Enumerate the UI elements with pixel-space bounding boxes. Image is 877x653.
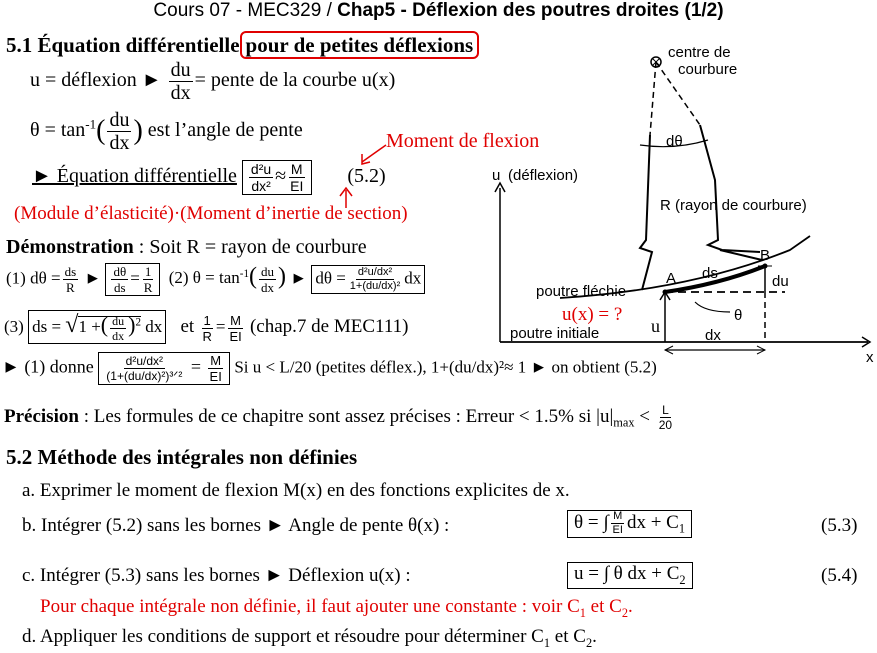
eq-5-3: (5.3): [821, 515, 858, 536]
step-c: c. Intégrer (5.3) sans les bornes ► Déflexion u(x) :: [22, 565, 411, 586]
dx-label: dx: [705, 327, 721, 344]
deflexion-axis-label: (déflexion): [508, 167, 579, 184]
theta-integral-box: θ = ∫ $\frac{M}{EI}$ dx + $C_1$: [567, 510, 692, 538]
deflected-beam-label: poutre fléchie: [536, 283, 627, 300]
theta-label: θ: [734, 307, 743, 324]
eq-5-4: (5.4): [821, 565, 858, 586]
precision-line: Précision : Les formules de ce chapitre sont assez précises : Erreur < 1.5% si $|u|_{max}$ < $\frac{L}{20}$: [4, 403, 673, 432]
constant-note: Pour chaque intégrale non définie, il faut ajouter une constante : voir $C_1$ et $C_2$.: [40, 596, 633, 620]
course-label: Cours 07 - MEC329 /: [153, 0, 338, 21]
demo-equation-3: ► (1) donne $\frac{\text{d²u/dx²}}{\text{(1+(du/dx)²)³ᐟ²}}$ = $\frac{M}{EI}$ Si u < L/20 (petites déflex.), 1+(du/dx)²≈ 1 ► on obtient (5.2): [2, 353, 657, 384]
step-b: b. Intégrer (5.2) sans les bornes ► Angle de pente θ(x) :: [22, 515, 450, 536]
demonstration-line: Démonstration : Soit R = rayon de courbure: [6, 236, 367, 258]
radius-label: R (rayon de courbure): [660, 197, 807, 214]
slope-angle-definition: $\theta = \tan^{-1}$( $\frac{du}{dx}$ ) est l’angle de pente: [30, 109, 303, 154]
chapter-title: Chap5 - Déflexion des poutres droites (1/2): [337, 0, 724, 21]
ds-label: ds: [702, 265, 718, 282]
center-label-1: centre de: [668, 44, 731, 61]
du-label: du: [772, 273, 789, 290]
point-b-label: B: [760, 247, 771, 264]
bending-moment-label: Moment de flexion: [386, 130, 540, 152]
demo-equation-2: (3) ds = √1 +( $\frac{du}{dx}$ )$^2$ dx et $\frac{1}{R}$ = $\frac{M}{EI}$ (chap.7 de MEC111): [4, 312, 409, 344]
ei-label: (Module d’élasticité)·(Moment d’inertie de section): [14, 203, 408, 224]
step-a: a. Exprimer le moment de flexion M(x) en des fonctions explicites de x.: [22, 480, 570, 501]
center-label-2: courbure: [678, 61, 738, 78]
u-integral-box: u = ∫ θ dx + $C_2$: [567, 562, 693, 589]
initial-beam-label: poutre initiale: [510, 325, 600, 342]
ei-arrow: [336, 186, 356, 210]
demo-equation-1: (1) dθ = $\frac{ds}{R}$ ► $\frac{d\theta}{ds}$ = $\frac{1}{R}$ (2) $\theta = \tan^{-1}$( $\frac{du}{dx}$ ) ► dθ = $\frac{\text{d²u/dx²}}{\text{1+(du/dx)²}}$ dx: [6, 263, 425, 296]
dtheta-label: dθ: [666, 133, 683, 150]
point-a-label: A: [666, 270, 677, 287]
deflection-definition: u = déflexion ► $\frac{du}{dx}$ = pente de la courbe u(x): [30, 59, 396, 104]
beam-deflection-diagram: [490, 40, 877, 370]
x-axis-label: x: [866, 349, 874, 366]
step-d: d. Appliquer les conditions de support et résoudre pour déterminer $C_1$ et $C_2$.: [22, 626, 597, 650]
u-label: u: [651, 316, 660, 336]
u-axis-label: u: [492, 167, 501, 184]
section-5-2-title: 5.2 Méthode des intégrales non définies: [6, 445, 358, 469]
ux-unknown-label: u(x) = ?: [562, 304, 623, 325]
equation-number: (5.2): [347, 165, 386, 188]
differential-equation: ► Équation différentielle $\frac{\text{d²u}}{\text{dx²}}$ ≈ $\frac{M}{EI}$ (5.2): [32, 161, 386, 194]
section-5-1-title: 5.1 Équation différentielle pour de petites déflexions: [6, 33, 479, 58]
small-deflection-highlight: pour de petites déflexions: [240, 31, 480, 59]
page-header: [0, 0, 877, 22]
slope-fraction: $\frac{du}{dx}$: [170, 59, 191, 104]
